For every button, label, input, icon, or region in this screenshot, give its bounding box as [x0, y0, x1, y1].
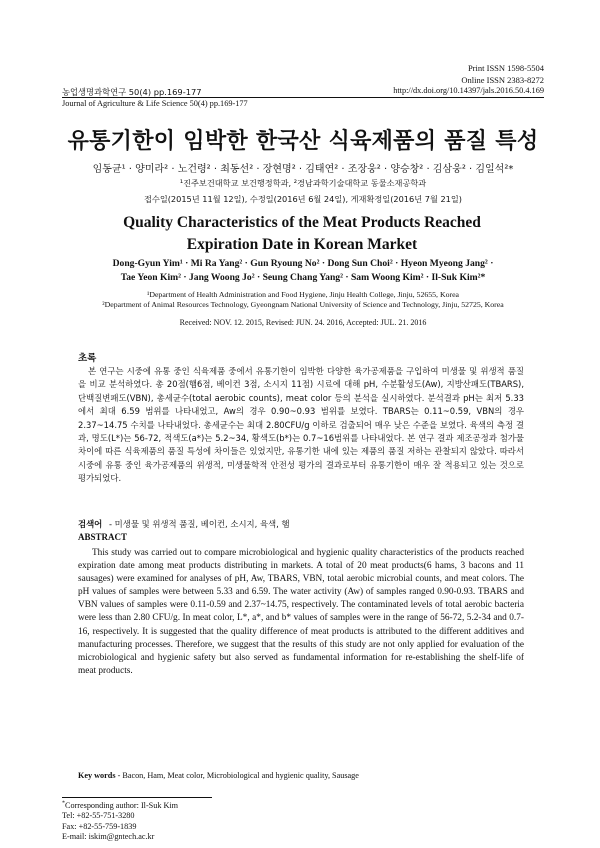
print-issn: Print ISSN 1598-5504 [467, 63, 544, 73]
keywords-korean-list: - 미생물 및 위생적 품질, 베이컨, 소시지, 육색, 햄 [108, 519, 290, 529]
keywords-korean [78, 518, 524, 530]
title-english [80, 212, 524, 256]
affiliation-korean: ¹진주보건대학교 보건행정학과, ²경남과학기술대학교 동물소재공학과 [179, 178, 427, 188]
authors-english-line2: Tae Yeon Kim² · Jang Woong Jo² · Seung Chang Yang² · Sam Woong Kim² · Il-Suk Kim²* [120, 272, 486, 283]
abstract-korean-body: 본 연구는 시중에 유통 중인 식육제품 중에서 유통기한이 임박한 다양한 육가공제품을 구입하여 미생물 및 위생적 품질을 비교 분석하였다. 총 20점(햄6점, 베이컨 3점, 소시지 11점) 시료에 대해 pH, 수분활성도(Aw), 지방산패도(TBARS), 단백질변패도(VBN), 총세균수(total aerobic counts), meat color 등의 분석을 실시하였다. 분석결과 pH는 최저 5.33에서 최대 6.59 범위를 나타내었고, Aw의 경우 0.90~0.93 범위를 보였다. TBARS는 0.11~0.59, VBN의 경우 2.37~14.75 수치를 나타내었다. 총세균수는 최대 2.80CFU/g 이하로 검출되어 매우 낮은 수준을 보였다. 육색의 측정 결과, 명도(L*)는 56-72, 적색도(a*)는 5.2~34, 황색도(b*)는 0.7~16범위를 나타내었다. 본 연구 결과 제조공정과 첨가물 차이에 따른 식육제품의 품질 특성에 차이들은 있었지만, 유통기한 내에 있는 제품의 품질 저하는 관찰되지 않았다. 따라서 시중에 유통 중인 육가공제품의 위생적, 미생물학적 안전성 평가의 결과로부터 유통기한이 매우 잘 적용되고 있는 것으로 평가되었다. [78, 366, 524, 484]
issn-block [461, 62, 544, 86]
abstract-english-heading: ABSTRACT [78, 532, 128, 542]
authors-english [62, 257, 544, 285]
title-korean: 유통기한이 임박한 한국산 식육제품의 품질 특성 [67, 129, 539, 154]
online-issn: Online ISSN 2383-8272 [461, 75, 544, 85]
authors-korean: 임동균¹ · 양미라² · 노건령² · 최동선² · 장현명² · 김태연² · 조장웅² · 양승창² · 김삼웅² · 김일석²* [92, 164, 514, 175]
keywords-korean-label: 검색어 [78, 519, 103, 529]
footnote [62, 801, 178, 843]
journal-name-en: Journal of Agriculture & Life Science 50(4) pp.169-177 [62, 99, 248, 108]
affiliation-english [62, 290, 544, 310]
keywords-english-label: Key words [78, 771, 116, 780]
affiliation-english-line2: ²Department of Animal Resources Technology, Gyeongnam National University of Science and Technology, Jinju, 52725, Korea [102, 300, 504, 309]
keywords-english-list: - Bacon, Ham, Meat color, Microbiological and hygienic quality, Sausage [117, 771, 359, 780]
journal-name-ko: 농업생명과학연구 50(4) pp.169-177 [62, 87, 202, 97]
keywords-english [78, 771, 524, 780]
abstract-english-body: This study was carried out to compare microbiological and hygienic quality characteristics of the products reached expiration date among meat products distributing in markets. A total of 20 meat products(6 hams, 3 bacons and 11 sausages) were examined for analyses of pH, Aw, TBARS, VBN, total aerobic microbial counts, and meat colors. The pH values of samples were between 5.33 and 6.59. The water activity (Aw) of samples ranged 0.90-0.93. TBARS and VBN values of samples were 0.11-0.59 and 2.37~14.75, respectively. The contaminated levels of total aerobic bacteria were less than 2.80 CFU/g. In meat color, L*, a*, and b* values of samples were in the range of 56-72, 5.2-34 and 0.7-16, respectively. It is suggested that the quality difference of meat products is attributed to the different additives and manufacturing processes. Therefore, we suggest that the results of this study are not only applied for evaluation of the microbiological and hygienic safety but also served as fundamental information for re-establishing the shelf-life of meat products. [78, 548, 524, 676]
title-english-line2: Expiration Date in Korean Market [186, 236, 418, 253]
tel: Tel: +82-55-751-3280 [62, 811, 135, 821]
dates-korean: 접수일(2015년 11월 12일), 수정일(2016년 6월 24일), 게재확정일(2016년 7월 21일) [144, 194, 462, 204]
abstract-korean-heading: 초록 [78, 353, 97, 364]
header-rule [62, 97, 544, 98]
dates-english: Received: NOV. 12. 2015, Revised: JUN. 24. 2016, Accepted: JUL. 21. 2016 [179, 318, 427, 327]
fax: Fax: +82-55-759-1839 [62, 821, 137, 831]
affiliation-english-line1: ¹Department of Health Administration and Food Hygiene, Jinju Health College, Jinju, 52655, Korea [147, 290, 459, 299]
title-english-line1: Quality Characteristics of the Meat Products Reached [123, 214, 481, 231]
authors-english-line1: Dong-Gyun Yim¹ · Mi Ra Yang² · Gun Ryoung No² · Dong Sun Choi² · Hyeon Myeong Jang² · [112, 258, 494, 269]
email[interactable]: E-mail: iskim@gntech.ac.kr [62, 832, 155, 842]
footnote-rule [62, 797, 212, 798]
doi-link[interactable]: http://dx.doi.org/10.14397/jals.2016.50.4.169 [393, 86, 544, 95]
corresponding-author: *Corresponding author: Il-Suk Kim [62, 800, 179, 810]
running-header [62, 86, 544, 97]
